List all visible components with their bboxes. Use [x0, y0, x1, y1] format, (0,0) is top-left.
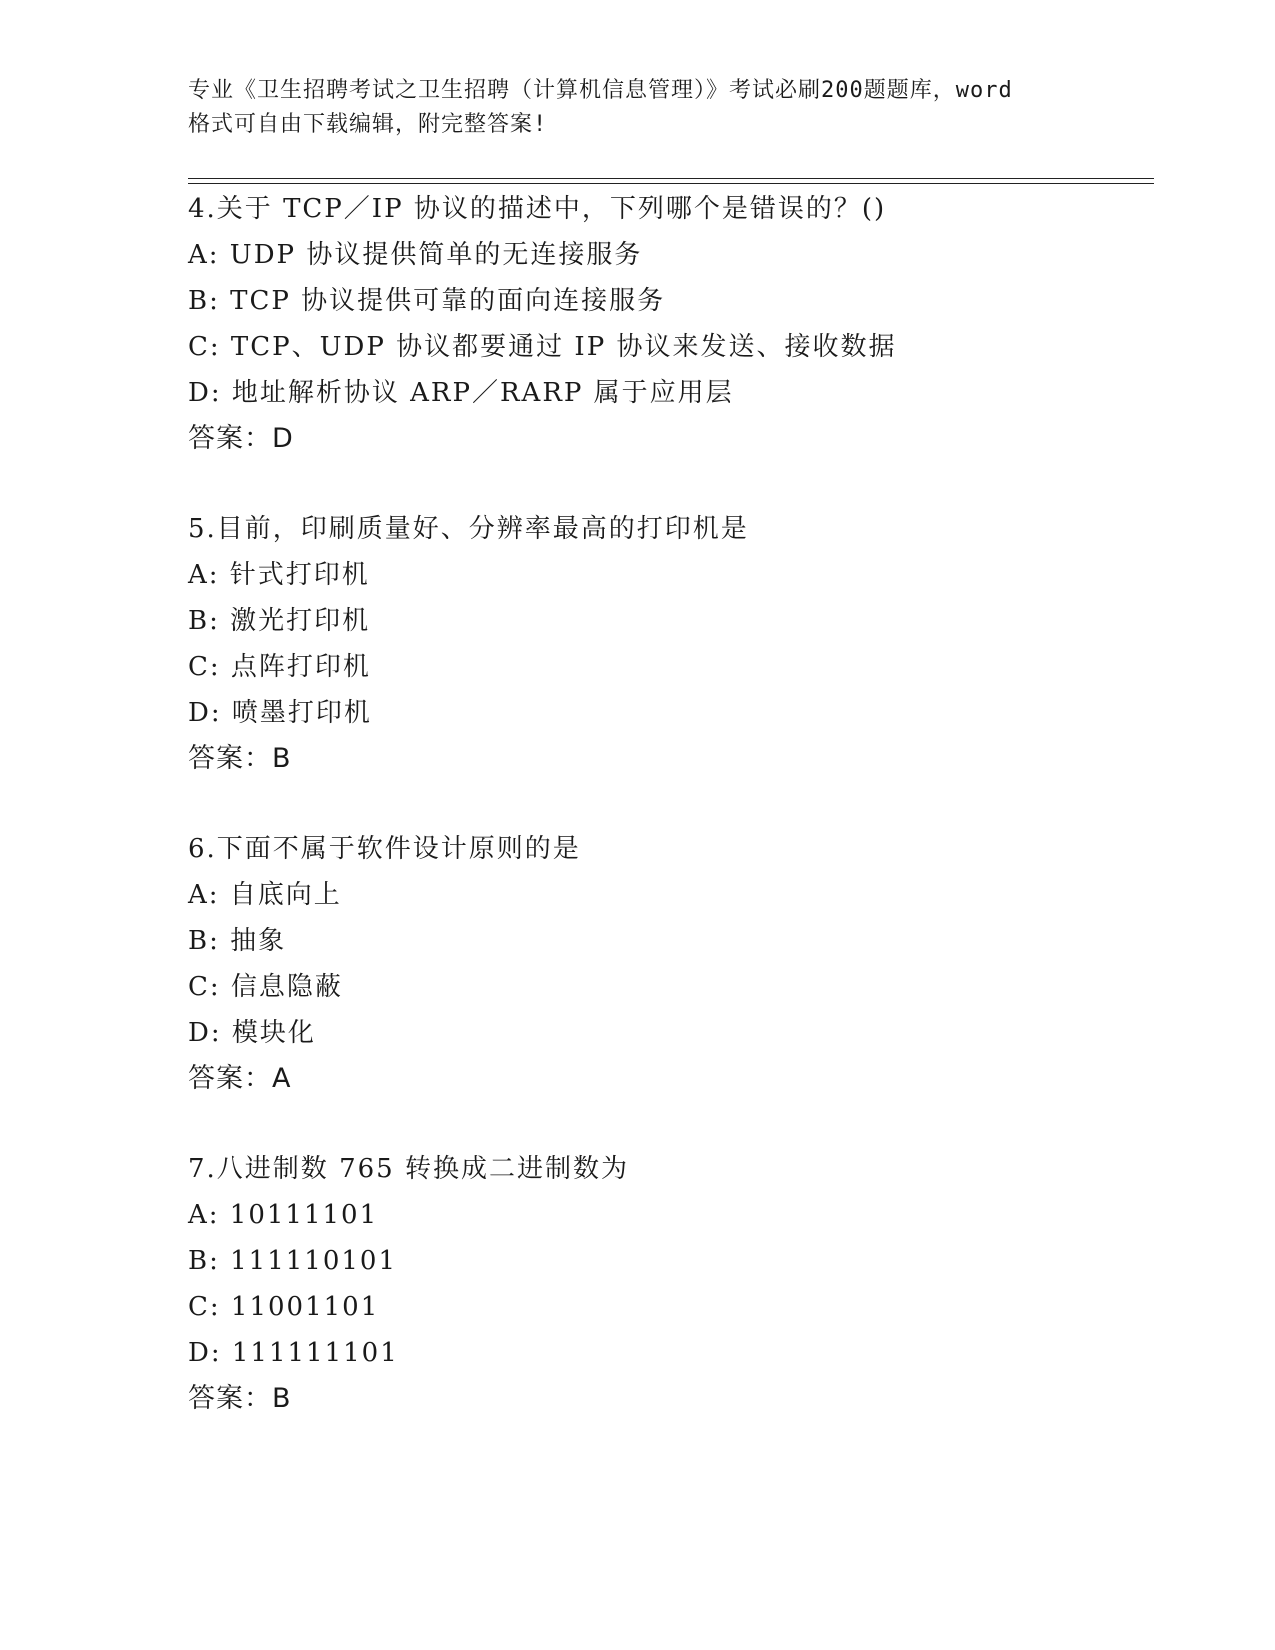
header-title-line-2: 格式可自由下载编辑，附完整答案!: [188, 112, 548, 137]
answer: 答案：B: [188, 1383, 292, 1414]
question-list: [188, 186, 1154, 1466]
option-b: B: 激光打印机: [188, 606, 371, 636]
option-d: D: 喷墨打印机: [188, 698, 372, 728]
document-header: [188, 74, 1088, 142]
option-a: A: 针式打印机: [188, 560, 370, 590]
option-a: A: UDP 协议提供简单的无连接服务: [188, 240, 643, 270]
option-d: D: 模块化: [188, 1018, 316, 1048]
header-title-line-1: 专业《卫生招聘考试之卫生招聘（计算机信息管理）》考试必刷200题题库，word: [188, 78, 1013, 103]
option-a: A: 10111101: [188, 1200, 379, 1230]
option-c: C: 信息隐蔽: [188, 972, 343, 1002]
answer: 答案：D: [188, 423, 294, 454]
option-b: B: TCP 协议提供可靠的面向连接服务: [188, 286, 666, 316]
option-d: D: 111111101: [188, 1338, 399, 1368]
answer: 答案：B: [188, 743, 292, 774]
answer: 答案：A: [188, 1063, 292, 1094]
question-stem: 5.目前，印刷质量好、分辨率最高的打印机是: [188, 514, 749, 544]
question-stem: 7.八进制数 765 转换成二进制数为: [188, 1154, 629, 1184]
option-c: C: 11001101: [188, 1292, 380, 1322]
option-a: A: 自底向上: [188, 880, 342, 910]
question-5: [188, 506, 1154, 782]
question-7: [188, 1146, 1154, 1422]
option-c: C: TCP、UDP 协议都要通过 IP 协议来发送、接收数据: [188, 332, 897, 362]
question-4: [188, 186, 1154, 462]
question-stem: 4.关于 TCP／IP 协议的描述中，下列哪个是错误的？(): [188, 194, 887, 224]
header-divider-top: [188, 178, 1154, 179]
header-divider-bottom: [188, 183, 1154, 184]
option-c: C: 点阵打印机: [188, 652, 371, 682]
question-6: [188, 826, 1154, 1102]
option-b: B: 111110101: [188, 1246, 398, 1276]
option-d: D: 地址解析协议 ARP／RARP 属于应用层: [188, 378, 734, 408]
question-stem: 6.下面不属于软件设计原则的是: [188, 834, 581, 864]
option-b: B: 抽象: [188, 926, 287, 956]
